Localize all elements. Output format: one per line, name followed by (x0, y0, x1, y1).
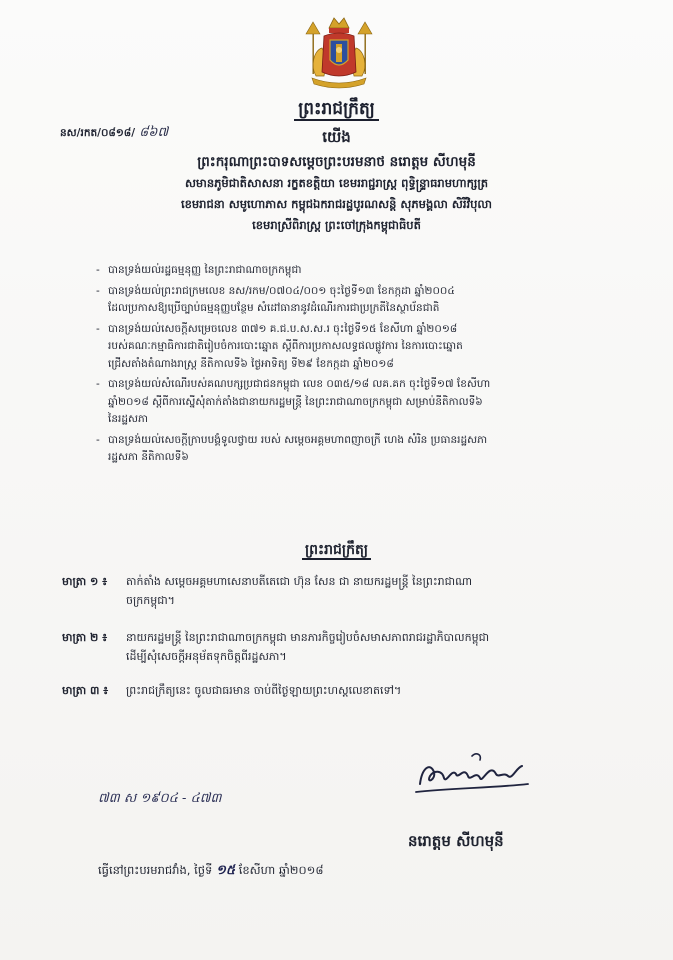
consideration-item (96, 321, 596, 374)
consideration-line: - បានទ្រង់យល់សេចក្តីក្រាបបង្គំទូលថ្វាយ របស់ សម្តេចអគ្គមហាពញាចក្រី ហេង សំរិន ប្រធានរដ្ឋសភា (108, 433, 488, 446)
monarch-line: ព្រះករុណាព្រះបាទសម្តេចព្រះបរមនាថ នរោត្តម សីហមុនី (197, 154, 476, 170)
dateline-prefix: ធ្វើនៅព្រះបរមរាជវាំង, ថ្ងៃទី (98, 863, 213, 877)
article-2 (62, 628, 622, 666)
article-line: នាយករដ្ឋមន្ត្រី នៃព្រះរាជាណាចក្រកម្ពុជា មានភារកិច្ចរៀបចំសមាសភាពរាជរដ្ឋាភិបាលកម្ពុជា (126, 631, 490, 644)
decree-title: ព្រះរាជក្រឹត្យ (0, 98, 673, 123)
article-line: ចក្រកម្ពុជា។ (126, 594, 175, 607)
article-line: តាក់តាំង សម្តេចអគ្គមហាសេនាបតីតេជោ ហ៊ុន សែន ជា នាយករដ្ឋមន្ត្រី នៃព្រះរាជាណា (126, 575, 473, 588)
consideration-item (96, 283, 596, 318)
signer-name: នរោត្តម សីហមុនី (408, 832, 504, 850)
consideration-line: - បានទ្រង់យល់សំណើរបស់គណបក្សប្រជាជនកម្ពុជា លេខ ០៣៥/១៨ លគ.គក ចុះថ្ងៃទី១៧ ខែសីហា (108, 378, 491, 390)
dateline-suffix: ខែសីហា ឆ្នាំ២០១៨ (238, 863, 324, 877)
consideration-item (96, 262, 596, 280)
dateline-day: ១៥ (216, 863, 236, 878)
article-label: មាត្រា ៣ ៖ (62, 684, 109, 697)
monarch-line: ខេមរាជនា សមូហោភាស កម្ពុជឯករាជរដ្ឋបូរណសន្តិ សុភមង្គលា សិរីវិបុលា (180, 197, 493, 211)
article-1 (62, 572, 622, 610)
consideration-line: - បានទ្រង់យល់រដ្ឋធម្មនុញ្ញ នៃព្រះរាជាណាចក្រកម្ពុជា (108, 264, 302, 276)
article-line: ដើម្បីសុំសេចក្តីអនុម័តទុកចិត្តពីរដ្ឋសភា។ (126, 650, 287, 663)
consideration-line: ដែលប្រកាសឱ្យប្រើច្បាប់ធម្មនុញ្ញបន្ថែម សំដៅធានានូវដំណើរការជាប្រក្រតីនៃស្ថាប័នជាតិ (108, 302, 440, 314)
article-3 (62, 681, 622, 700)
consideration-line: រដ្ឋសភា នីតិកាលទី៦ (108, 451, 189, 463)
article-line: ព្រះរាជក្រឹត្យនេះ ចូលជាធរមាន ចាប់ពីថ្ងៃឡាយព្រះហស្តលេខាតទៅ។ (126, 684, 402, 697)
consideration-line: ជ្រើសតាំងតំណាងរាស្ត្រ នីតិកាលទី៦ ថ្ងៃអាទិត្យ ទី២៩ ខែកក្កដា ឆ្នាំ២០១៨ (108, 357, 394, 370)
consideration-line: នៃរដ្ឋសភា (108, 413, 148, 425)
royal-signature-icon (412, 748, 532, 798)
article-label: មាត្រា ២ ៖ (62, 631, 108, 644)
article-label: មាត្រា ១ ៖ (62, 575, 108, 588)
consideration-line: - បានទ្រង់យល់សេចក្តីសម្រេចលេខ ៣៧១ គ.ជ.ប.ស.ស.រ ចុះថ្ងៃទី១៥ ខែសីហា ឆ្នាំ២០១៨ (108, 322, 458, 335)
consideration-line: របស់គណៈកម្មាធិការជាតិរៀបចំការបោះឆ្នោត ស្តីពីការប្រកាសលទ្ធផលផ្លូវការ នៃការបោះឆ្នោត (108, 340, 463, 352)
decision-heading: ព្រះរាជក្រឹត្យ (0, 540, 673, 561)
reference-prefix: នស/រកត/០៨១៨/ (60, 127, 136, 139)
we-heading: យើង (322, 128, 351, 146)
consideration-item (96, 376, 596, 429)
consideration-line: - បានទ្រង់យល់ព្រះរាជក្រមលេខ នស/រកម/០៧០៤/០០១ ចុះថ្ងៃទី១៣ ខែកក្កដា ឆ្នាំ២០០៤ (108, 284, 455, 297)
monarch-line: សមានភូមិជាតិសាសនា រក្ខតខត្តិយា ខេមររាជ្ជរាស្ត្រ ពុទ្ធិន្ទ្រាធរាមហាក្សត្រ (184, 176, 489, 190)
monarch-line: ខេមរាស្រីពិរាស្ត្រ ព្រះចៅក្រុងកម្ពុជាធិបតី (252, 218, 421, 232)
consideration-line: ឆ្នាំ២០១៨ ស្តីពីការស្នើសុំតាក់តាំងជានាយករដ្ឋមន្ត្រី នៃព្រះរាជាណាចក្រកម្ពុជា សម្រាប់នីតិកាលទី៦ (108, 395, 483, 408)
registration-note: ៧៣ ស ១៩០៤ - ៤៧៣ (98, 791, 222, 806)
considerations-list (96, 262, 596, 470)
monarch-title-block (60, 152, 613, 236)
reference-handwritten-number: ៨៦៧ (139, 125, 169, 140)
consideration-item (96, 432, 596, 467)
royal-coat-of-arms-icon (296, 14, 382, 90)
dateline (98, 862, 324, 881)
